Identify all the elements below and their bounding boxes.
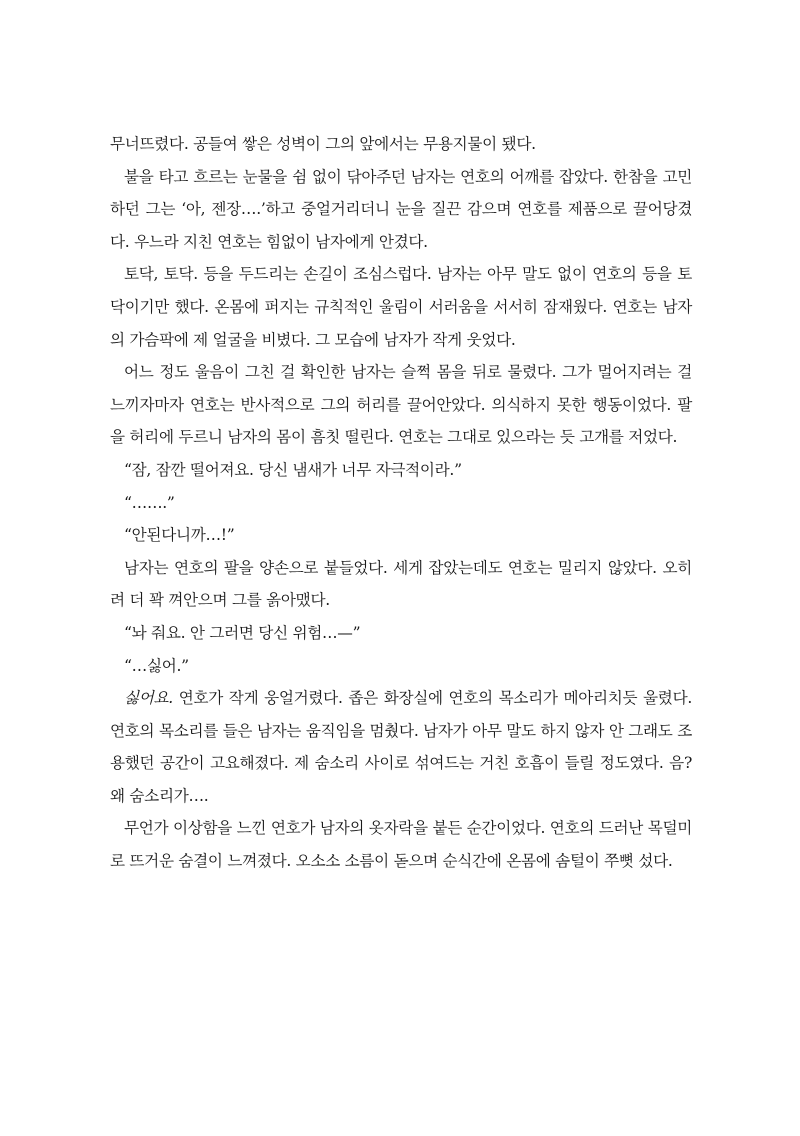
dialogue-line-3: “놔 줘요. 안 그러면 당신 위험…—”: [124, 623, 361, 642]
dialogue-line-0: “잠, 잠깐 떨어져요. 당신 냄새가 너무 자극적이라.”: [124, 460, 462, 479]
paragraph-3: 어느 정도 울음이 그친 걸 확인한 남자는 슬쩍 몸을 뒤로 물렸다. 그가 멀어지려는 걸 느끼자마자 연호는 반사적으로 그의 허리를 끌어안았다. 의식하지 못한 행동이었다. 팔을 허리에 두르니 남자의 몸이 흠칫 떨린다. 연호는 그대로 있으라는 듯 고개를 저었다.: [110, 363, 692, 447]
paragraph-0: 무너뜨렸다. 공들여 쌓은 성벽이 그의 앞에서는 무용지물이 됐다.: [110, 135, 536, 153]
paragraph-1: 불을 타고 흐르는 눈물을 쉼 없이 닦아주던 남자는 연호의 어깨를 잡았다. 한참을 고민하던 그는 ‘아, 젠장….’하고 중얼거리더니 눈을 질끈 감으며 연호를 제품으로 끌어당겼다. 우느라 지친 연호는 힘없이 남자에게 안겼다.: [110, 167, 692, 251]
dialogue-line-2: “안된다니까…!”: [124, 526, 235, 545]
dialogue-line-1: “…….”: [124, 493, 175, 512]
paragraph-10-rest: 연호가 작게 웅얼거렸다. 좁은 화장실에 연호의 목소리가 메아리치듯 울렸다. 연호의 목소리를 들은 남자는 움직임을 멈췄다. 남자가 아무 말도 하지 않자 안 그래도 조용했던 공간이 고요해졌다. 제 숨소리 사이로 섞여드는 거친 호흡이 들릴 정도였다. 음? 왜 숨소리가….: [110, 689, 692, 805]
paragraph-7: 남자는 연호의 팔을 양손으로 붙들었다. 세게 잡았는데도 연호는 밀리지 않았다. 오히려 더 꽉 껴안으며 그를 옭아맸다.: [110, 558, 692, 610]
paragraph-2: 토닥, 토닥. 등을 두드리는 손길이 조심스럽다. 남자는 아무 말도 없이 연호의 등을 토닥이기만 했다. 온몸에 퍼지는 규칙적인 울림이 서러움을 서서히 잠재웠다. 연호는 남자의 가슴팍에 제 얼굴을 비볐다. 그 모습에 남자가 작게 웃었다.: [110, 265, 692, 349]
paragraph-11: 무언가 이상함을 느낀 연호가 남자의 옷자락을 붙든 순간이었다. 연호의 드러난 목덜미로 뜨거운 숨결이 느껴졌다. 오소소 소름이 돋으며 순식간에 온몸에 솜털이 쭈뼛 섰다.: [110, 819, 692, 871]
story-text: [110, 128, 692, 878]
emphasized-word: 싫어요.: [124, 689, 173, 708]
paragraph-10: [110, 682, 692, 812]
dialogue-line-4: “…싫어.”: [124, 656, 189, 675]
